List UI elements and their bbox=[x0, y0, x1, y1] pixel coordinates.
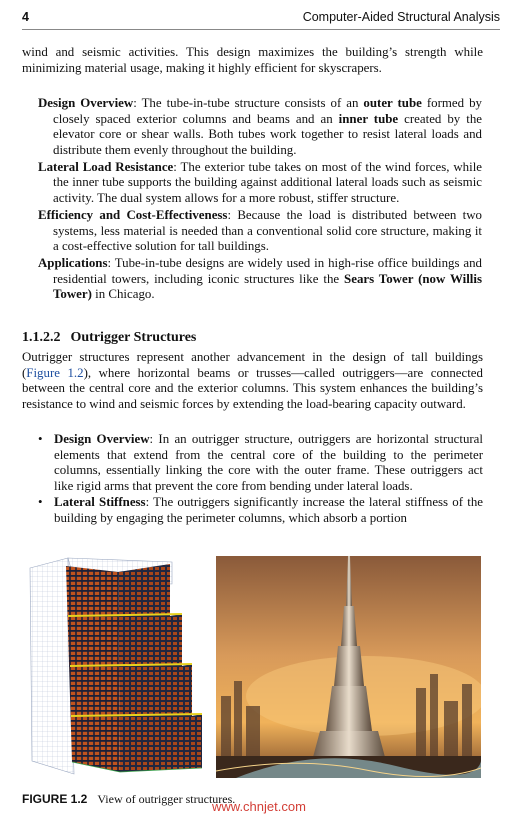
section-heading bbox=[22, 330, 196, 346]
page-number: 4 bbox=[22, 10, 29, 24]
tube-item-applications: Applications: Tube-in-tube designs are widely used in high-rise office buildings and residential towers, including iconic structures like the Sears Tower (now Willis Tower) in Chicago. bbox=[38, 256, 482, 302]
outrigger-paragraph: Outrigger structures represent another advancement in the design of tall buildings (Figure 1.2), where horizontal beams or trusses—called outriggers—are connected between the central core and the exterior columns. This system enhances the building’s resistance to wind and seismic forces by extending the load-bearing capacity outward. bbox=[22, 350, 483, 411]
term: Applications bbox=[38, 256, 108, 271]
structural-model-image bbox=[22, 556, 211, 778]
bullet-item-design-overview: • Design Overview: In an outrigger structure, outriggers are horizontal structural elements that extend from the central core of the building to the perimeter columns, essentially linking the core with the outer frame. These outriggers act like rigid arms that prevent the core from bending under lateral loads. bbox=[38, 432, 483, 493]
term: Design Overview bbox=[38, 96, 134, 110]
term: Efficiency and Cost-Effectiveness bbox=[38, 207, 228, 222]
bullet-symbol: • bbox=[38, 495, 43, 510]
running-title: Computer-Aided Structural Analysis bbox=[302, 10, 500, 24]
figure-reference-link[interactable]: Figure 1.2 bbox=[26, 365, 84, 380]
figure-label: FIGURE 1.2 bbox=[22, 792, 88, 806]
tube-item-efficiency: Efficiency and Cost-Effectiveness: Because the load is distributed between two systems, less material is needed than a conventional solid core structure, making it a cost-effective solution for tall buildings. bbox=[38, 207, 482, 254]
section-title: Outrigger Structures bbox=[70, 330, 197, 345]
watermark-text: www.chnjet.com bbox=[212, 799, 306, 814]
header-rule bbox=[22, 29, 500, 30]
intro-paragraph: wind and seismic activities. This design maximizes the building’s strength while minimizing material usage, making it highly efficient for skyscrapers. bbox=[22, 45, 483, 75]
figure-caption bbox=[22, 792, 235, 807]
term: Lateral Load Resistance bbox=[38, 159, 174, 174]
bullet-symbol: • bbox=[38, 432, 43, 446]
bullet-item-lateral-stiffness: • Lateral Stiffness: The outriggers significantly increase the lateral stiffness of the building by engaging the perimeter columns, which absorb a portion bbox=[38, 495, 483, 525]
outrigger-bullet-list bbox=[38, 432, 483, 528]
running-header bbox=[22, 10, 500, 26]
figure-caption-text: View of outrigger structures. bbox=[97, 792, 236, 806]
skyscraper-photo bbox=[216, 556, 481, 778]
section-number: 1.1.2.2 bbox=[22, 330, 61, 345]
tube-item-design-overview: Design Overview: The tube-in-tube structure consists of an outer tube formed by closely spaced exterior columns and beams and an inner tube created by the elevator core or shear walls. Both tubes work together to resist lateral loads and distribute them evenly throughout the building. bbox=[38, 96, 482, 157]
tube-item-lateral-load: Lateral Load Resistance: The exterior tube takes on most of the wind forces, while the inner tube supports the building against additional lateral loads such as seismic activity. The dual system allows for a more robust, stiffer structure. bbox=[38, 159, 482, 205]
tube-in-tube-list bbox=[38, 96, 482, 304]
